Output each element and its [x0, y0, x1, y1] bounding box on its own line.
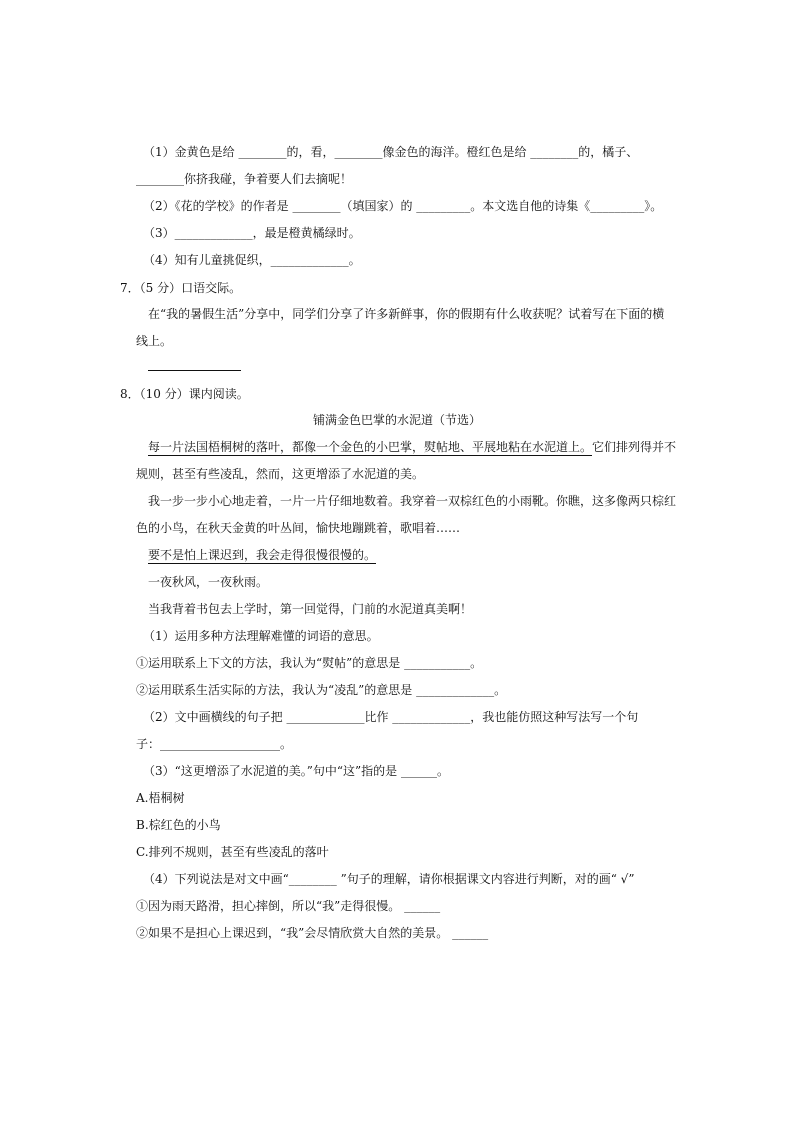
- q7-heading: 7．（5 分）口语交际。: [120, 281, 242, 295]
- subq-3: （3）“这更增添了水泥道的美。”句中“这”指的是 ______。: [143, 764, 449, 778]
- option-b[interactable]: B.棕红色的小鸟: [136, 818, 221, 832]
- q7-answer-blank[interactable]: [148, 370, 241, 371]
- passage-para5: 当我背着书包去上学时，第一回觉得，门前的水泥道真美啊！: [148, 602, 473, 616]
- option-c[interactable]: C.排列不规则，甚至有些凌乱的落叶: [136, 845, 329, 859]
- q8-heading: 8．（10 分）课内阅读。: [120, 387, 249, 401]
- passage-title: 铺满金色巴掌的水泥道（节选）: [312, 413, 481, 427]
- subq-4b: ②如果不是担心上课迟到，“我”会尽情欣赏大自然的美景。 ______: [136, 926, 489, 940]
- subq-1a: ①运用联系上下文的方法，我认为“熨帖”的意思是 ___________。: [136, 656, 483, 670]
- q6-line-1: （1）金黄色是给 ________的，看，________像金色的海洋。橙红色是给 ________的，橘子、: [143, 145, 639, 159]
- q6-line-3: （2）《花的学校》的作者是 ________（填国家）的 _________。本文选自他的诗集《_________》。: [143, 199, 663, 213]
- passage-para3: [148, 547, 376, 563]
- q7-prompt-line-2: 线上。: [136, 334, 173, 348]
- option-a[interactable]: A.梧桐树: [136, 791, 185, 805]
- subq-2-line-1: （2）文中画横线的句子把 _____________比作 _____________，我也能仿照这种写法写一个句: [143, 710, 639, 724]
- q6-line-2: ________你挤我碰，争着要人们去摘呢！: [136, 172, 353, 186]
- underlined-sentence-1: 每一片法国梧桐树的落叶，都像一个金色的小巴掌，熨帖地、平展地粘在水泥道上。: [148, 440, 593, 454]
- passage-para1-line-2: 规则，甚至有些凌乱，然而，这更增添了水泥道的美。: [136, 467, 425, 481]
- subq-4: （4）下列说法是对文中画“________ ”句子的理解，请你根据课文内容进行判断，对的画“ √”: [143, 872, 635, 886]
- subq-4a: ①因为雨天路滑，担心摔倒，所以“我”走得很慢。 ______: [136, 899, 441, 913]
- subq-1b: ②运用联系生活实际的方法，我认为“凌乱”的意思是 _____________。: [136, 683, 507, 697]
- underlined-sentence-2: 要不是怕上课迟到，我会走得很慢很慢的。: [148, 548, 377, 562]
- subq-1: （1）运用多种方法理解难懂的词语的意思。: [143, 629, 379, 643]
- passage-para2-line-2: 色的小鸟，在秋天金黄的叶丛间，愉快地蹦跳着，歌唱着……: [136, 521, 461, 535]
- q6-line-5: （4）知有儿童挑促织，_____________。: [143, 253, 361, 267]
- q7-prompt-line-1: 在“我的暑假生活”分享中，同学们分享了许多新鲜事，你的假期有什么收获呢？试着写在下面的横: [148, 307, 665, 321]
- para1-rest: 它们排列得并不: [592, 440, 677, 454]
- passage-para1-line-1: [148, 439, 676, 455]
- subq-2-line-2: 子：____________________。: [136, 737, 293, 751]
- q6-line-4: （3）_____________，最是橙黄橘绿时。: [143, 226, 361, 240]
- passage-para4: 一夜秋风，一夜秋雨。: [148, 575, 269, 589]
- passage-para2-line-1: 我一步一步小心地走着，一片一片仔细地数着。我穿着一双棕红色的小雨靴。你瞧，这多像两只棕红: [148, 494, 677, 508]
